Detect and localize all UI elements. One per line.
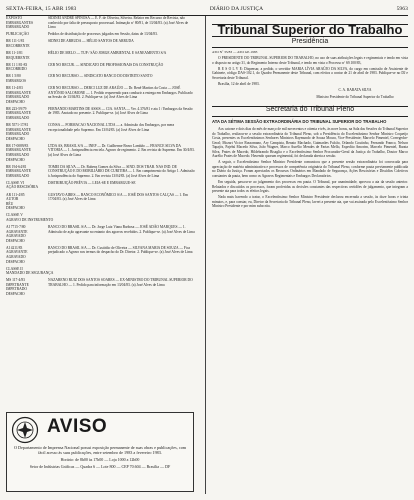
docket-entry: [6, 16, 196, 30]
ata-paragraph: Aos catorze e dois dias do mês de março de mil novecentos e oitenta e três, às nove horas, na Sala das Sessões do Tribunal Superior do Trabalho, realizou-se a sessão extraordinária do Tribunal Pleno, sob a Presidência do Excelentíssimo Senhor Ministro Coqueijo Costa, presentes os Excelentíssimos Senhores Ministros Raymundo de Souza Moura, Vice-Presidente; Marcelo Pimentel, Corregedor-Geral; Mozart Victor Russomano, Ary Campista, Renato Machado, Guimarães Falcão, Orlando Coutinho, Fernando Franco, Nelson Tapajós, Pajehú Macedo Silva, João Wagner, Marco Aurélio Mendes de Farias Mello, Expedito Amorim, Marcelo Pimentel, Barata Silva, Prates de Macedo, Hildebrando Bisaglia e o Excelentíssimo Senhor Procurador-Geral da Justiça do Trabalho, Doutor Marco Aurélio Prates de Macedo. Havendo quorum regimental, foi declarada aberta a sessão.: [212, 127, 408, 159]
signature-name: C. A. BARATA SILVA: [338, 88, 372, 93]
docket-meta-line: DESPACHO: [6, 291, 25, 296]
docket-meta-line: DESPACHO: [6, 157, 25, 162]
docket-meta: [6, 278, 48, 296]
docket-body: DISTRIBUIÇÃO PRÉVIA — LEIA-SE E EMBARGUE-SE: [48, 180, 136, 185]
docket-meta: [6, 144, 48, 162]
docket-meta-line: RR 111-1/81: [6, 39, 25, 44]
docket-meta: [6, 86, 48, 104]
docket-meta-line: EMBARGADO: [6, 116, 30, 120]
section-rule: [212, 116, 408, 117]
docket-entry: [6, 278, 196, 296]
ata-title: ATA DA SÉTIMA SESSÃO EXTRAORDINÁRIA DO TRIBUNAL SUPERIOR DO TRABALHO: [212, 119, 387, 125]
docket-meta-line: EMBARGANTE: [6, 111, 31, 116]
secretaria-heading: Secretaria do Tribunal Pleno: [265, 106, 355, 114]
docket-meta-line: AR 111-4/85: [6, 192, 25, 197]
docket-meta-line: RÉU: [6, 201, 14, 206]
docket-meta-line: RR 5571-17/81: [6, 123, 29, 128]
docket-entry: [6, 32, 196, 37]
docket-meta-line: EMBARGADO: [6, 153, 30, 158]
aviso-title: AVISO: [47, 416, 108, 437]
docket-meta-line: EMBARGADO: [6, 173, 30, 178]
docket-meta-line: RR 11 1/81-83: [6, 62, 28, 67]
issue-date: SEXTA-FEIRA, 15 ABR 1983: [6, 6, 77, 12]
docket-meta-line: AGRAVADO: [6, 254, 26, 259]
docket-meta-line: DESPACHO: [6, 238, 25, 243]
docket-meta-line: MS 117-4/83: [6, 278, 25, 283]
docket-meta-line: CLASSE VI: [6, 180, 25, 185]
ato-header: ATO Nº 35/83 — ATO GP-1983: [212, 49, 258, 54]
page-number: 5963: [396, 6, 408, 12]
docket-meta-line: DESPACHO: [6, 136, 25, 141]
docket-body: SIDINEI ANDRÉ SPINOSA — E. F. de Oliveira, Silveira. Relator em Recurso de Revista, não conhecido por falta de pressuposto processual. Intimação nº 80/81, de 13/04/83. (a) José Alves de Lima: [48, 16, 189, 30]
docket-meta-line: RR 223-59/79: [6, 106, 27, 111]
docket-body: TOMEI DA SILVA — Dr. Rubens Gomes da Silva — SIND. DOS TRAB. NAS IND. DE CONSTRUÇÃO E DO MOBILIÁRIO DE CURITIBA — 1. Em cumprimento do Artigo 1. Admissão à Jurisprudência do Supremo. 2. Em revista 13/04/83. (a) José Alves de Lima: [48, 164, 195, 178]
docket-meta-line: AGRAVADO: [6, 234, 26, 239]
docket-meta: [6, 123, 48, 141]
tribunal-banner: [212, 24, 408, 37]
aviso-box: [6, 412, 194, 492]
docket-entry: [6, 165, 196, 179]
docket-meta: [6, 16, 48, 30]
docket-meta-line: AGRAVANTE: [6, 250, 28, 255]
ata-body: [212, 127, 408, 457]
docket-entry: [6, 123, 196, 141]
docket-entry: [6, 107, 196, 121]
docket-meta-line: AI 4211/83: [6, 245, 23, 250]
docket-meta: [6, 51, 48, 60]
docket-meta: [6, 32, 48, 37]
docket-meta-line: RR 1 5/80: [6, 74, 21, 79]
docket-meta-line: EXPOSTO: [6, 16, 23, 20]
docket-entry: [6, 39, 196, 48]
docket-meta-line: AÇÃO RESCISÓRIA: [6, 185, 39, 190]
docket-meta-line: AUTOR: [6, 197, 19, 202]
docket-meta-line: RR 11-1/81: [6, 51, 23, 56]
docket-meta-line: EMBARGANTE: [6, 127, 31, 132]
docket-meta-line: PUBLICAÇÃO: [6, 32, 29, 37]
docket-entry: [6, 246, 196, 264]
docket-meta: [6, 181, 48, 190]
docket-entry: [6, 213, 196, 222]
docket-body: SIDNEI DE ARRUDA — HÉLIO SANTOS DE ARRUDA: [48, 39, 134, 44]
ata-paragraph: A seguir, o Excelentíssimo Senhor Ministro Presidente comunicou que a presente sessão extraordinária foi convocada para apreciação de matéria administrativa e processos de competência originária do Tribunal Pleno, conforme pauta previamente publicada no Diário da Justiça. Foram apreciados os Recursos Ordinários em Mandado de Segurança, Ações Rescisórias e Dissídios Coletivos constantes da pauta, bem como os Agravos Regimentais e Embargos Declaratórios.: [212, 160, 408, 178]
column-divider: [205, 16, 206, 494]
docket-body: GUSTAVO AIRES — BANCO ECONÔMICO S/A — JOSÉ DOS SANTOS CALÇAS — 1. Em 17/04/83. (a) José Alves de Lima: [48, 192, 188, 202]
docket-meta-line: IMPETRADO: [6, 287, 27, 292]
docket-meta-line: DESPACHO: [6, 259, 25, 264]
ato-body: [212, 56, 408, 86]
docket-entry: [6, 181, 196, 190]
aviso-address: Setor de Indústrias Gráficas — Quadra 6 — Lote 800 — CEP 70.604 — Brasília — DF: [29, 464, 171, 470]
docket-meta-line: DESPACHO: [6, 206, 25, 211]
docket-meta-line: CLASSE II: [6, 266, 23, 271]
docket-body: [48, 213, 196, 222]
aviso-text: O Departamento de Imprensa Nacional possui exposição permanente de suas obras e publicações, com fácil acesso às suas publicações, entre setembro de 1983 a fevereiro 1983.: [13, 445, 187, 456]
docket-meta-line: MANDADO DE SEGURANÇA: [6, 271, 54, 276]
docket-meta-line: RR 194-64/81: [6, 164, 27, 169]
docket-entry: [6, 193, 196, 211]
docket-meta: [6, 165, 48, 179]
ato-paragraph: O PRESIDENTE DO TRIBUNAL SUPERIOR DO TRABALHO, no uso de suas atribuições legais e regimentais e tendo em vista o disposto no artigo 31, do Regimento Interno deste Tribunal, e tendo em vista o Processo nº 69.100/83,: [212, 56, 408, 65]
left-column: [6, 16, 196, 408]
docket-meta-line: IMPETRANTE: [6, 282, 29, 287]
docket-body: Pedidos de distribuição de processos julgados em Sessão, datas de 13/04/83.: [48, 32, 158, 37]
presidencia-heading: Presidência: [291, 37, 329, 45]
aviso-hours: Horário: de 8h00 às 17h00 — Loja 1000 a 12h00: [60, 457, 140, 463]
journal-name: DIÁRIO DA JUSTIÇA: [209, 6, 264, 12]
imprensa-nacional-emblem-icon: [11, 416, 39, 444]
docket-entry: [6, 225, 196, 243]
docket-entry: [6, 267, 196, 276]
docket-meta: [6, 225, 48, 243]
docket-body: BANCO DO BRASIL S/A — Dr. Jorge Luiz Viana Barbosa — JOSÉ ADÃO MARQUES — 1. Admissão de ação agravante no entanto dos agravos recebidos. 2. Publique-se. (a) José Alves de Lima: [48, 225, 195, 234]
docket-meta-line: RECORRENTE: [6, 43, 30, 48]
docket-body: LTDA AS, BRASIL S/A — INEP — Dr. Guilherme Bravo Lambão — FRANCE SILVA DA VITORIA — 1. Jurisprudência em tela. Agravo de regimento. 2. Em revista do Supremo. Em 30/4/83. (a) José Alves de Lima: [48, 143, 195, 158]
docket-body: CEB NO RECURSO — SINDICATO BANCO DO DISTRITO SANTO: [48, 74, 153, 79]
right-column: [212, 16, 408, 496]
docket-meta-line: DESPACHO: [6, 99, 25, 104]
docket-body: CEB NO RECUR. — SINDICATO DE PROFISSIONAIS DA CONSTRUÇÃO: [48, 62, 164, 67]
docket-meta-line: RECORRIDO: [6, 67, 27, 72]
docket-meta-line: AGRAVANTE: [6, 229, 28, 234]
docket-meta-line: EMBARGANTE: [6, 169, 31, 174]
docket-meta-line: EMBARGANTES: [6, 20, 33, 25]
docket-meta-line: AI 7715-7/80: [6, 225, 26, 230]
ato-paragraph: R E S O L V E: Dispensar, a pedido, o servidor MARIA LÍVIA ARAÚJO DA SILVA, do cargo em comissão de Assistente de Gabinete, código DAS-102.1, do Quadro Permanente deste Tribunal, com efeitos a contar de 21 de abril de 1983. Publique-se no DJ e Secretaria deste Tribunal.: [212, 66, 408, 80]
signature-role: Ministro Presidente do Tribunal Superior do Trabalho: [316, 95, 394, 100]
docket-body: FERNANDO MARTINS DE ASSIS — CIA. SANTA — Ver. 4.376/81 e ata 1 / Embargos da Sessão de 1983. Anotado no presente. 2. Publique-se. (a) José Alves de Lima: [48, 106, 193, 116]
docket-entry: [6, 63, 196, 72]
docket-body: CONSA — FORMACAO NACIONAL LTDA — a. Admissão dos Embargos, por mera excepcionalidade pelo Supremo. Em 13/04/83. (a) José Alves de Lima: [48, 123, 175, 132]
docket-entry: [6, 74, 196, 83]
ata-paragraph: Nada mais havendo a tratar, o Excelentíssimo Senhor Ministro Presidente declarou encerrada a sessão, às doze horas e trinta minutos, e, para constar, eu, Diretor da Secretaria do Tribunal Pleno, lavrei a presente ata, que vai assinada pelo Excelentíssimo Senhor Ministro Presidente e por mim subscrita.: [212, 195, 408, 209]
docket-entry: [6, 86, 196, 104]
docket-body: BANCO DO BRASIL S/A — Dr. Custódio de Oliveira — SILVANA MARIA DE SOUZA — Fica prejudicado o Agravo nos termos do despacho do Dr. Diretor. 2. Publique-se. (a) José Alves de Lima: [48, 245, 193, 255]
docket-body: NAZARENO RUIZ DOS SANTOS SOARES — EX-MINISTRO DO TRIBUNAL SUPERIOR DO TRABALHO — 1. Pedido para informação em 13/04/83. (a) José Alves de Lima: [48, 278, 193, 287]
docket-meta-line: REQUERENTE: [6, 55, 30, 60]
docket-meta-line: EMBARGADO: [6, 25, 30, 30]
tribunal-title: Tribunal Superior do Trabalho: [217, 22, 403, 37]
docket-meta-line: RR 11-4/83: [6, 86, 23, 91]
ato-paragraph: Brasília, 12 de abril de 1983.: [218, 81, 260, 86]
docket-meta-line: CLASSE V: [6, 213, 23, 218]
docket-meta: [6, 266, 54, 276]
docket-meta-line: EMBARGANTE: [6, 148, 31, 153]
docket-entry: [6, 144, 196, 162]
docket-meta-line: EMBARGADO: [6, 95, 30, 100]
docket-meta-line: AGRAVO DE INSTRUMENTO: [6, 217, 54, 222]
docket-entry: [6, 51, 196, 60]
docket-meta-line: EMBARGADO: [6, 132, 30, 137]
docket-meta: [6, 74, 48, 83]
ata-paragraph: Em seguida, passou-se ao julgamento dos processos em pauta. O Tribunal, por unanimidade, aprovou a ata da sessão anterior. Relatados e discutidos os processos, foram proferidas as decisões constantes das respectivas certidões de julgamento, que integram a presente ata para todos os efeitos legais.: [212, 180, 408, 194]
docket-body: HÉLIO DE MELO — TUP / SÃO JORGE AMBIENTAL E SANEAMENTO S/A: [48, 51, 167, 56]
docket-meta: [6, 246, 48, 264]
docket-meta: [6, 107, 48, 121]
docket-meta: [6, 39, 48, 48]
docket-meta-line: RR 17-0089/83: [6, 143, 29, 148]
docket-body: CEB NO RECURSO — DERCI LUZ DE ARAÚJO — Dr. Renê Martins da Costa — JOSÉ ANTÔNIO SALOMONE — 1. Pedido requerendo para conduzir a entrega em Embargos. Publicado na Sessão de 13/04/83. 2. Publique-se. (a) José Alves de Lima: [48, 86, 193, 100]
docket-body: [48, 267, 196, 276]
docket-meta-line: EMBARGOS: [6, 78, 26, 83]
docket-meta: [6, 213, 54, 222]
docket-meta: [6, 193, 48, 211]
section-rule: [212, 47, 408, 48]
page-header: [6, 4, 408, 16]
docket-meta: [6, 63, 48, 72]
docket-meta-line: EMBARGANTE: [6, 90, 31, 95]
